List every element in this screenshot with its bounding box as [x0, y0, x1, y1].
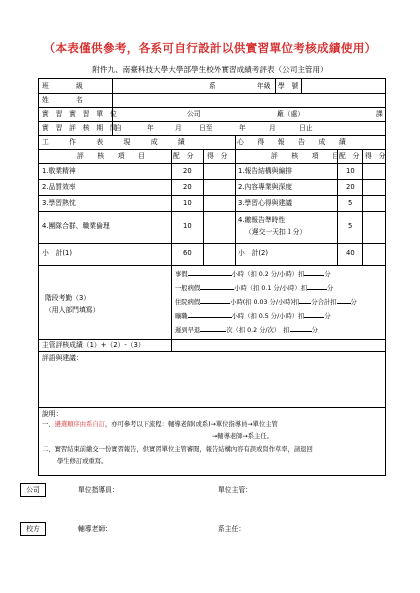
work-item-1: 1.敬業精神: [42, 167, 76, 175]
attendance-hospital-leave: 住院病假 小時(扣 0.03 分/小時)扣 分合計扣 分: [175, 296, 357, 306]
attendance-note: （用人部門填寫）: [45, 306, 100, 314]
report-item-4: 4.繳報告準時性: [238, 216, 286, 224]
student-id-label: 學 號: [278, 82, 299, 90]
report-item-3: 3.學習心得與建議: [238, 199, 293, 207]
work-score-header: 得 分: [207, 152, 228, 160]
report-subtotal-label: 小 計(2): [238, 249, 269, 257]
factory-label: 廠（處）: [277, 110, 305, 118]
supervisor-signature-label: 單位指導員：: [78, 486, 119, 494]
grade-label: 年級: [257, 82, 271, 90]
period-label: 實 習 評 核 期 間: [42, 124, 117, 132]
report-item-4-note: （遲交一天扣１分）: [245, 228, 307, 236]
company-box: 公司: [20, 483, 46, 497]
report-weight-header: 配 分: [339, 152, 360, 160]
form-subtitle: 附件九、南臺科技大學大學部學生校外實習成績考評表（公司主管用）: [92, 65, 328, 74]
chair-signature-label: 系主任：: [218, 525, 246, 533]
note-1: 一、遴選順序由系自訂，亦可參考以下流程：輔導老師(或系)→單位指導員→單位主管: [42, 421, 278, 428]
note-2-line2: 學生修訂或重寫。: [57, 458, 108, 465]
school-box: 校方: [20, 522, 46, 536]
report-item-2: 2.內容專業與深度: [238, 183, 293, 191]
work-weight-header: 配 分: [173, 152, 194, 160]
dept-suffix: 系: [209, 82, 216, 90]
note-2: 二、實習結束前繳交一份實習報告，供實習單位主管審閱，報告結構內容有誤或寫作草率，請退回: [42, 446, 313, 453]
report-subtotal-value: 40: [346, 249, 355, 257]
manager-signature-label: 單位主管：: [218, 486, 252, 494]
advisor-signature-label: 輔導老師:: [78, 525, 108, 533]
report-score-header: 得 分: [365, 152, 386, 160]
note-1-highlight: 遴選順序由系自訂: [54, 421, 105, 428]
attendance-label: 階段考勤（3）: [45, 294, 91, 302]
work-performance-title: 工 作 表 現 成 績: [42, 138, 185, 146]
report-title: 心 得 報 告 成 績: [237, 138, 346, 146]
period-from: 自: [115, 124, 122, 132]
name-label: 姓 名: [42, 96, 83, 104]
class-label: 班 級: [42, 82, 83, 90]
attendance-personal-leave: 事假 小時（扣 0.2 分/小時）扣 分: [175, 268, 331, 278]
work-item-4: 4.團隊合群、職業倫理: [42, 222, 110, 230]
work-item-header: 評 核 項 目: [77, 152, 145, 160]
reference-notice: （本表僅供參考，各系可自行設計以供實習單位考核成績使用）: [43, 41, 377, 55]
evaluation-form: 班 級 系 年級 學 號 姓 名 實 習 實 習 單 位 公司 廠（處） 課 實 習 評 核 期 間 自 年 月 日至 年 月 日止 工 作 表 現 成 績 心 得 報 告 成 績 評 核 項 目 配 分 得 分 評 核 項 目 配 分 得 分 1.敬業精神 20 1.報告結構與編排 10 2.品質效率 20 2.內容專業與深度 20 3.學習熱忱 10 3.學習心得與建議 5 4.團隊合群、職業倫理 10 4.繳報告準時性 （遲交一天扣１分） 5 小 計(1) 60 小 計(2) 40 階段考勤（3） （用人部門填寫） 事假 小時（扣 0.2 分/小時）扣 分 一般病假 小時（扣 0.1 分/小時）扣 分 住院病假 小時(扣 0.03 分/小時)扣 分合計扣 分 曠職 小時（扣 0.5 分/小時）扣 分 遲到早退 次（扣 0.2 分/次） 扣 分 主管評核成績（1）+（2）-（3） 評語與建議： 說明： 一、遴選順序由系自訂，亦可參考以下流程：輔導老師(或系)→單位指導員→單位主管 →輔導老師→系主任。 二、實習結束前繳交一份實習報告，供實習單位主管審閱，報告結構內容有誤或寫作草率，請退回 學生修訂或重寫。: [38, 78, 386, 476]
work-subtotal-value: 60: [183, 249, 192, 257]
attendance-absence: 曠職 小時（扣 0.5 分/小時）扣 分: [175, 310, 331, 320]
section-label: 課: [376, 110, 383, 118]
report-item-header: 評 核 項 目: [271, 152, 339, 160]
comment-label: 評語與建議：: [42, 354, 83, 362]
work-subtotal-label: 小 計(1): [42, 249, 73, 257]
attendance-sick-leave: 一般病假 小時（扣 0.1 分/小時）扣 分: [175, 282, 333, 292]
note-1-line2: →輔導老師→系主任。: [212, 433, 273, 440]
supervisor-total-label: 主管評核成績（1）+（2）-（3）: [42, 341, 145, 349]
attendance-late: 遲到早退 次（扣 0.2 分/次） 扣 分: [175, 324, 318, 334]
report-item-1: 1.報告結構與編排: [238, 167, 293, 175]
work-item-3: 3.學習熱忱: [42, 199, 76, 207]
unit-label: 實 習 實 習 單 位: [42, 110, 117, 118]
notes-title: 說明：: [42, 410, 63, 418]
company-label: 公司: [187, 110, 201, 118]
work-item-2: 2.品質效率: [42, 183, 76, 191]
